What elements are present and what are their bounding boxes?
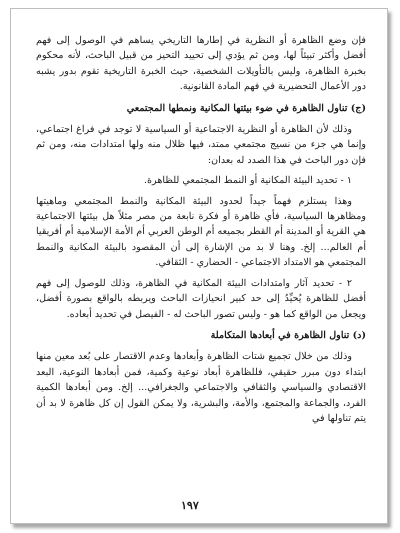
section-heading-d: (د) تناول الظاهرة في أبعادها المتكاملة bbox=[210, 329, 366, 341]
paragraph-spatial-environment: وهذا يستلزم فهماً جيداً لحدود البيئة المكانية والنمط المجتمعي وماهيتها ومظاهرها السياسية، فأي ظاهرة أو فكرة نابعة من مصر مثلاً هل بيئتها الاجتماعية هي القرية أو المدينة أم القطر بجميعه أم الوطن العربي أم الأمة الإسلامية أم أفريقيا أم العالم... إلخ. وهنا لا بد من الإشارة إلى أن المقصود بالبيئة المكانية والنمط المجتمعي هو الامتداد الاجتماعي - الحضاري - الثقافي. bbox=[36, 195, 366, 269]
list-item-1: ١ - تحديد البيئة المكانية أو النمط المجتمعي للظاهرة. bbox=[143, 175, 352, 187]
page-number: ١٩٧ bbox=[181, 499, 199, 512]
document-page bbox=[36, 33, 366, 428]
section-heading-c: (ج) تناول الظاهرة في ضوء بيئتها المكانية ونمطها المجتمعي bbox=[126, 102, 366, 114]
paragraph-historical-context: فإن وضع الظاهرة أو النظرية في إطارها التاريخي يساهم في الوصول إلى فهم أفضل وأكثر تبيئاً لها، ومن ثم يؤدي إلى تحييد التحيز من قبيل الباحث، لأنه محكوم بخبرة الظاهرة، وليس بالتأويلات الشخصية، حيث الخبرة التاريخية تقوم بدور يشبه دور الأعمال التحضيرية في فهم المادة القانونية. bbox=[36, 35, 366, 93]
list-item-2: ٢ - تحديد آثار وامتدادات البيئة المكانية في الظاهرة، وذلك للوصول إلى فهم أفضل للظاهرة يُحيِّدُ إلى حد كبير انحيازات الباحث ويربطه بالواقع بصورة أفضل، ويجعل من الواقع كما هو - وليس تصور الباحث له - الفيصل في تحديد أبعاده. bbox=[36, 277, 366, 320]
paragraph-integrated-dimensions: وذلك من خلال تجميع شتات الظاهرة وأبعادها وعدم الاقتصار على بُعد معين منها ابتداء دون مبرر حقيقي، فللظاهرة أبعاد نوعية وكمية، فمن أبعادها النوعية، البعد الاقتصادي والسياسي والثقافي والاجتماعي والجغرافي... إلخ. ومن أبعادها الكمية الفرد، والجماعة والمجتمع، والأمة، والبشرية، ولا يمكن القول إن كل ظاهرة لا بد أن يتم تناولها في bbox=[36, 351, 366, 424]
paragraph-social-vacuum: وذلك لأن الظاهرة أو النظرية الاجتماعية أو السياسية لا توجد في فراغ اجتماعي، وإنما هي جزء من نسيج مجتمعي ممتد، فيها ظلال منه ولها امتدادات منه، ومن ثم فإن دور الباحث في هذا الصدد له بعدان: bbox=[36, 124, 366, 166]
